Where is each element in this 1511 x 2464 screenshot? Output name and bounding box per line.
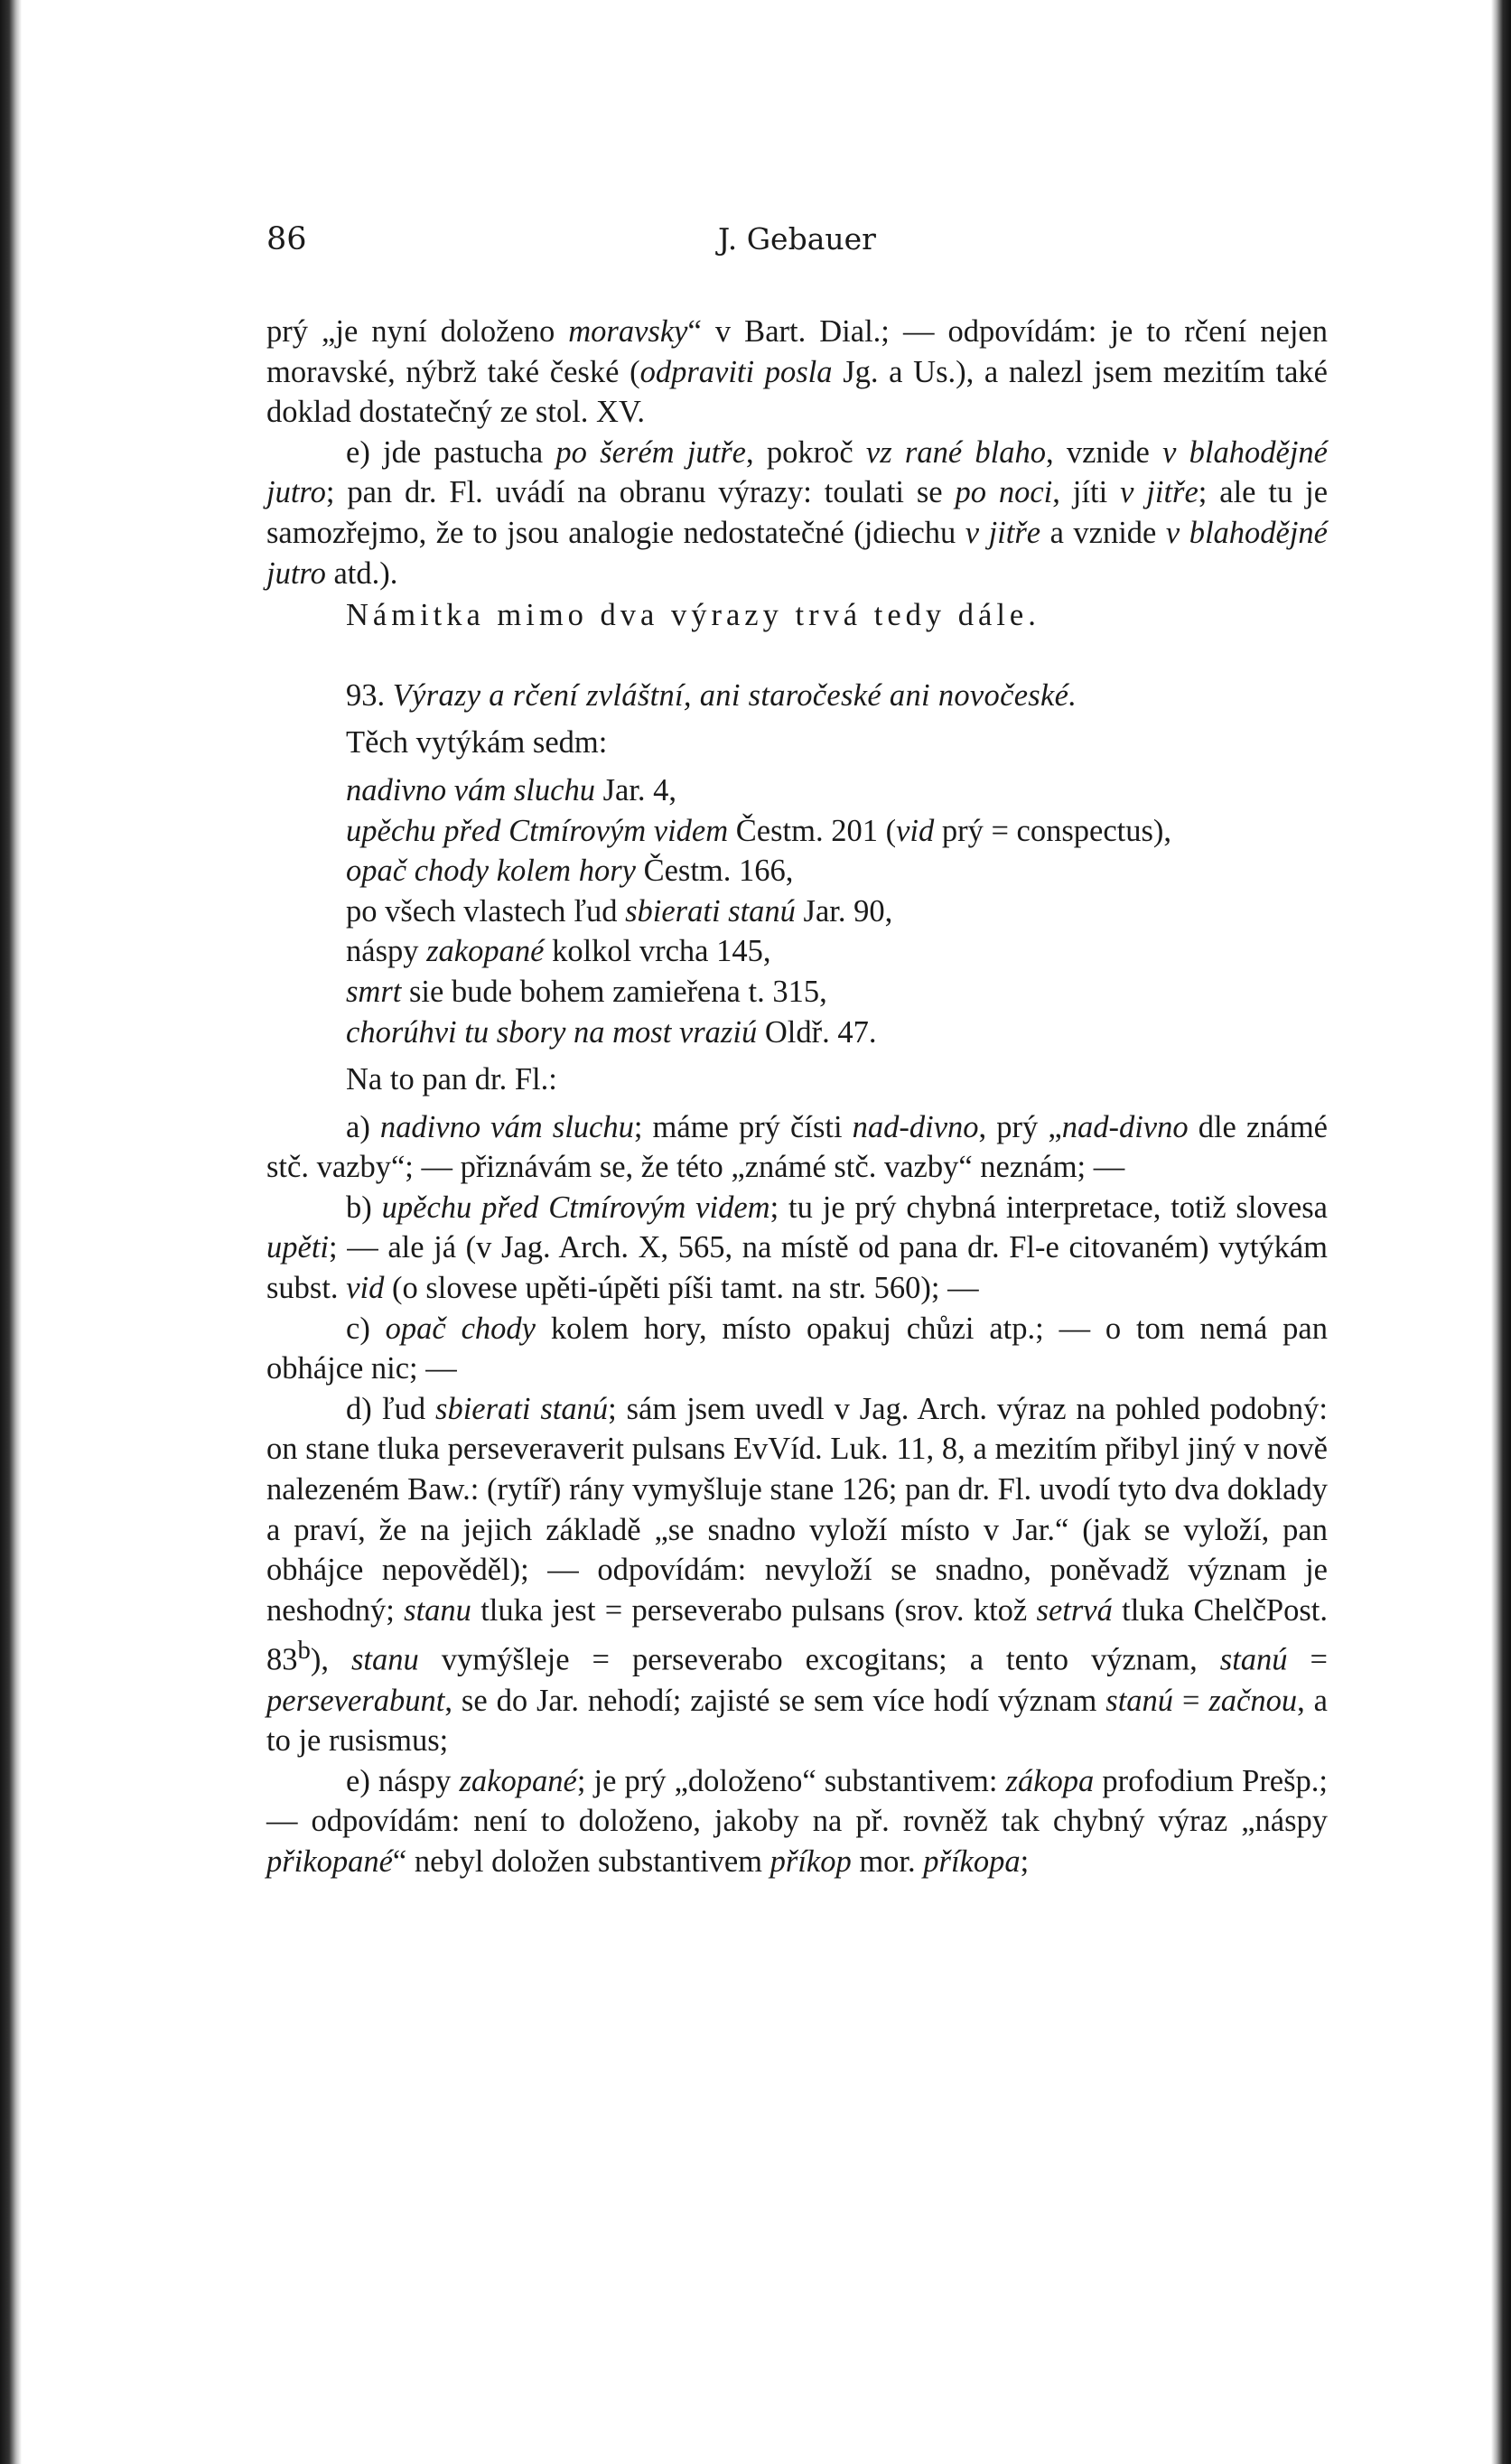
- paragraph-e-previous: e) jde pastucha po šerém jutře, pokroč vz rané blaho, vznide v blahodějné jutro; pan dr. Fl. uvádí na obranu výrazy: toulati se po noci, jíti v jitře; ale tu je samozřejmo, že to jsou analogie nedostatečné (jdiechu v jitře a vznide v blahodějné jutro atd.).: [266, 434, 1329, 591]
- list-item: náspy zakopané kolkol vrcha 145,: [346, 934, 771, 969]
- list-item: po všech vlastech ľud sbierati stanú Jar. 90,: [346, 893, 893, 929]
- list-item: chorúhvi tu sbory na most vraziú Oldř. 47.: [346, 1014, 877, 1050]
- list-item: smrt sie bude bohem zamieřena t. 315,: [346, 974, 827, 1009]
- section-number: 93.: [346, 677, 386, 713]
- item-e: e) náspy zakopané; je prý „doloženo“ substantivem: zákopa profodium Prešp.; — odpovídám: není to doloženo, jakoby na př. rovněž tak chybný výraz „náspy přikopané“ nebyl doložen substantivem příkop mor. příkopa;: [266, 1763, 1329, 1879]
- item-a: a) nadivno vám sluchu; máme prý čísti nad-divno, prý „nad-divno dle známé stč. vazby“; — přiznávám se, že této „známé stč. vazby“ neznám; —: [266, 1109, 1328, 1185]
- section-title: Výrazy a rčení zvláštní, ani staročeské ani novočeské.: [392, 677, 1077, 713]
- section-heading-93: [266, 676, 1328, 716]
- scan-edge-right: [1491, 0, 1511, 2464]
- item-b: b) upěchu před Ctmírovým videm; tu je prý chybná interpretace, totiž slovesa upěti; — ale já (v Jag. Arch. X, 565, na místě od pana dr. Fl-e citovaném) vytýkám subst. vid (o slovese upěti-úpěti píši tamt. na str. 560); —: [266, 1190, 1328, 1306]
- list-item: nadivno vám sluchu Jar. 4,: [346, 772, 677, 807]
- page-number: 86: [266, 221, 307, 257]
- list-item: upěchu před Ctmírovým videm Čestm. 201 (vid prý = conspectus),: [346, 813, 1172, 848]
- paragraph-conclusion: Námitka mimo dva výrazy trvá tedy dále.: [346, 598, 1040, 633]
- scan-edge-left: [0, 0, 22, 2464]
- section-intro: Těch vytýkám sedm:: [346, 725, 608, 761]
- item-c: c) opač chody kolem hory, místo opakuj chůzi atp.; — o tom nemá pan obhájce nic; —: [266, 1311, 1328, 1386]
- page-header: [266, 221, 1328, 266]
- list-item: opač chody kolem hory Čestm. 166,: [346, 854, 794, 889]
- paragraph-continuation: prý „je nyní doloženo moravsky“ v Bart. Dial.; — odpovídám: je to rčení nejen moravské, nýbrž také české (odpraviti posla Jg. a Us.), a nalezl jsem mezitím také doklad dostatečný ze stol. XV.: [266, 314, 1328, 430]
- reply-intro: Na to pan dr. Fl.:: [346, 1062, 557, 1097]
- item-d: d) ľud sbierati stanú; sám jsem uvedl v Jag. Arch. výraz na pohled podobný: on stane tluka perseveraverit pulsans EvVíd. Luk. 11, 8, a mezitím přibyl jiný v nově nalezeném Baw.: (rytíř) rány vymyšluje stane 126; pan dr. Fl. uvodí tyto dva doklady a praví, že na jejich základě „se snadno vyloží místo v Jar.“ (jak se vyloží, pan obhájce nepověděl); — odpovídám: nevyloží se snadno, poněvadž význam je neshodný; stanu tluka jest = perseverabo pulsans (srov. ktož setrvá tluka ChelčPost. 83$^b$), stanu vymýšleje = perseverabo excogitans; a tento význam, stanú = perseverabunt, se do Jar. nehodí; zajisté se sem více hodí význam stanú = začnou, a to je rusismus;: [266, 1391, 1329, 1759]
- running-title: J. Gebauer: [718, 221, 876, 257]
- example-list: [266, 770, 1328, 1052]
- page-body: [266, 312, 1328, 1881]
